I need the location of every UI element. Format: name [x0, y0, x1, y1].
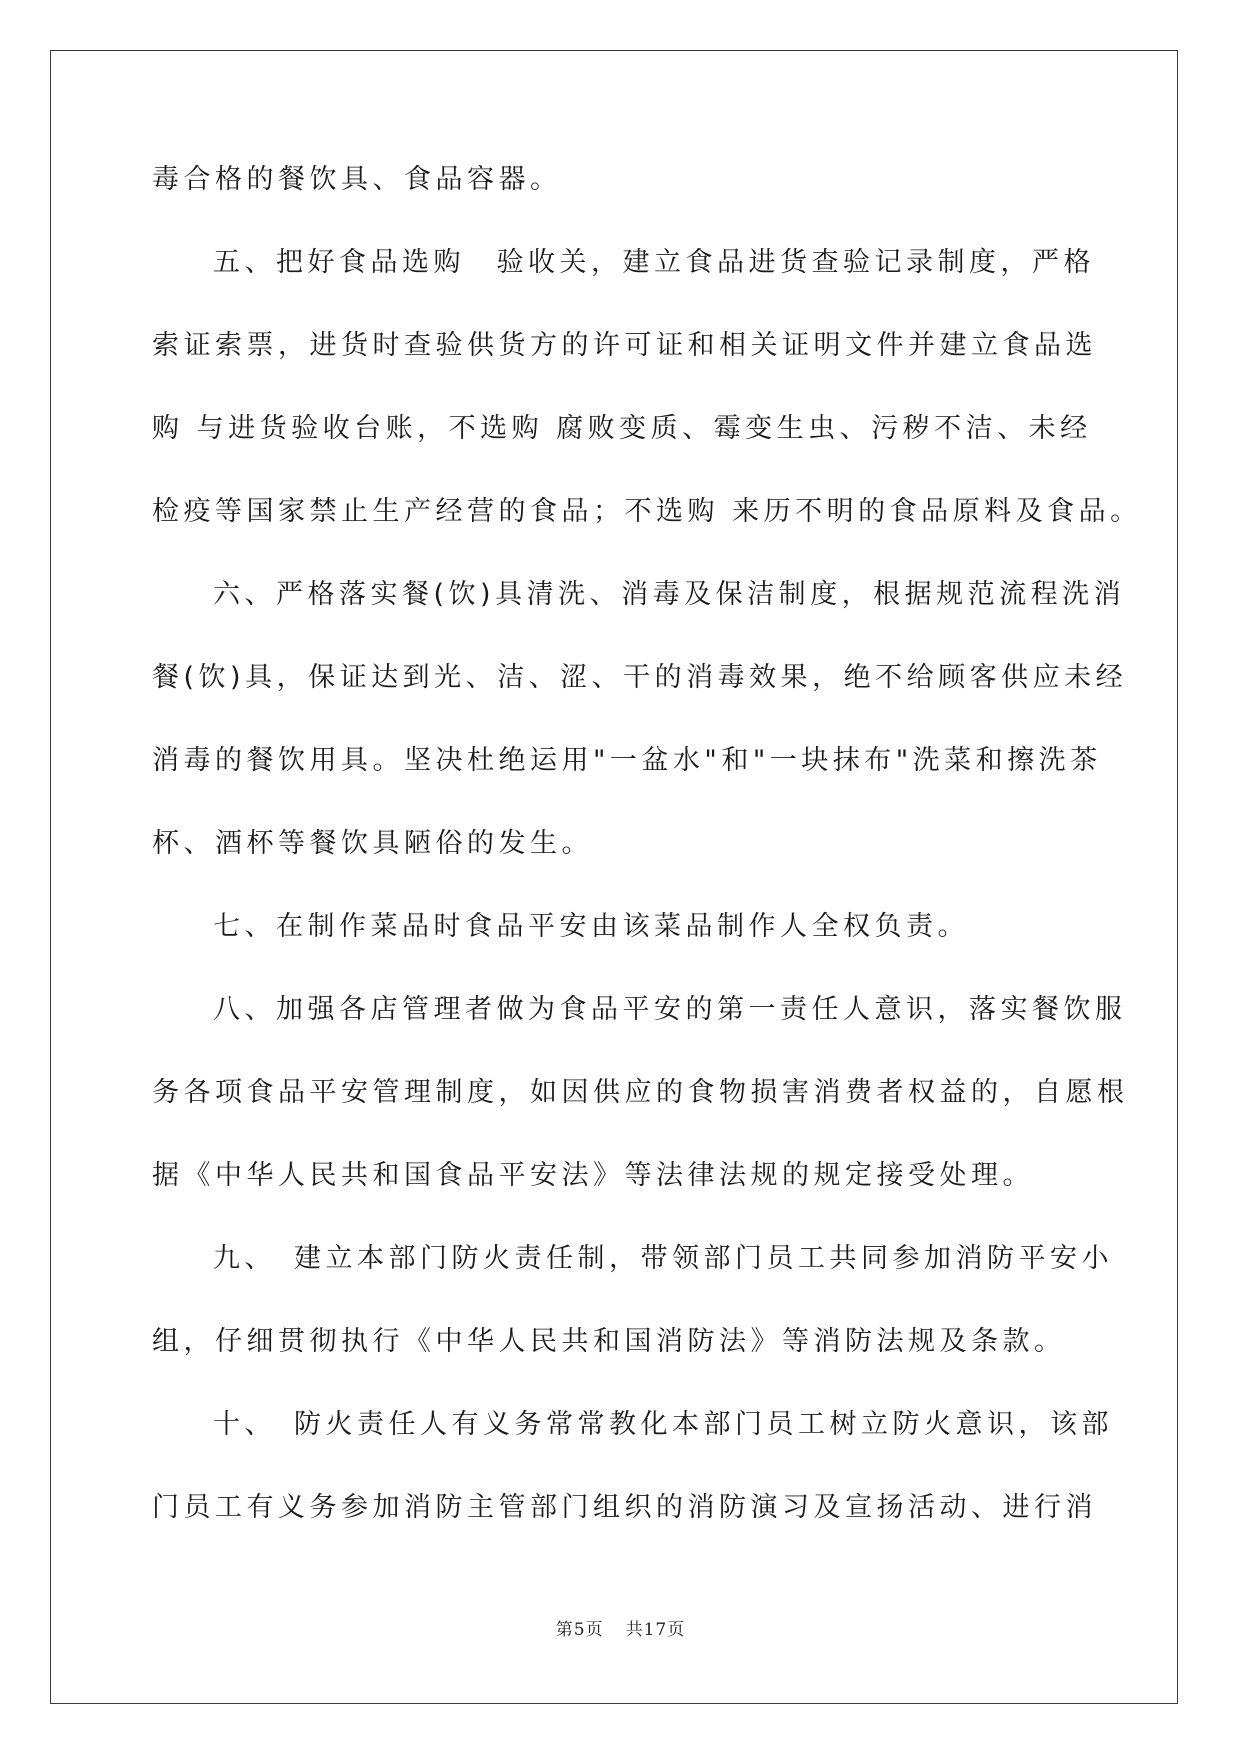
page-footer [0, 1615, 1241, 1640]
text-line-10: 七、在制作菜品时食品平安由该菜品制作人全权负责。 [213, 911, 969, 942]
text-line-11: 八、加强各店管理者做为食品平安的第一责任人意识，落实餐饮服 [213, 994, 1127, 1025]
text-line-13: 据《中华人民共和国食品平安法》等法律法规的规定接受处理。 [152, 1160, 1034, 1191]
text-line-7: 餐(饮)具，保证达到光、洁、涩、干的消毒效果，绝不给顾客供应未经 [152, 662, 1128, 693]
text-line-16: 十、 防火责任人有义务常常教化本部门员工树立防火意识，该部 [213, 1409, 1113, 1440]
document-body [152, 160, 1142, 1571]
text-line-15: 组，仔细贯彻执行《中华人民共和国消防法》等消防法规及条款。 [152, 1326, 1066, 1357]
text-line-8: 消毒的餐饮用具。坚决杜绝运用"一盆水"和"一块抹布"洗菜和擦洗茶 [152, 745, 1102, 776]
text-line-4: 购 与进货验收台账，不选购 腐败变质、霉变生虫、污秽不洁、未经 [152, 413, 1092, 444]
text-line-14: 九、 建立本部门防火责任制，带领部门员工共同参加消防平安小 [213, 1243, 1113, 1274]
text-line-3: 索证索票，进货时查验供货方的许可证和相关证明文件并建立食品选 [152, 330, 1097, 361]
text-line-12: 务各项食品平安管理制度，如因供应的食物损害消费者权益的，自愿根 [152, 1077, 1129, 1108]
page-total: 共17页 [625, 1620, 686, 1640]
text-line-1: 毒合格的餐饮具、食品容器。 [152, 164, 562, 195]
text-line-17: 门员工有义务参加消防主管部门组织的消防演习及宣扬活动、进行消 [152, 1492, 1097, 1523]
text-line-9: 杯、酒杯等餐饮具陋俗的发生。 [152, 828, 593, 859]
text-line-2: 五、把好食品选购 验收关，建立食品进货查验记录制度，严格 [213, 247, 1095, 278]
text-line-6: 六、严格落实餐(饮)具清洗、消毒及保洁制度，根据规范流程洗消 [213, 579, 1126, 610]
text-line-5: 检疫等国家禁止生产经营的食品；不选购 来历不明的食品原料及食品。 [152, 496, 1142, 527]
page-number: 第5页 [555, 1620, 604, 1640]
